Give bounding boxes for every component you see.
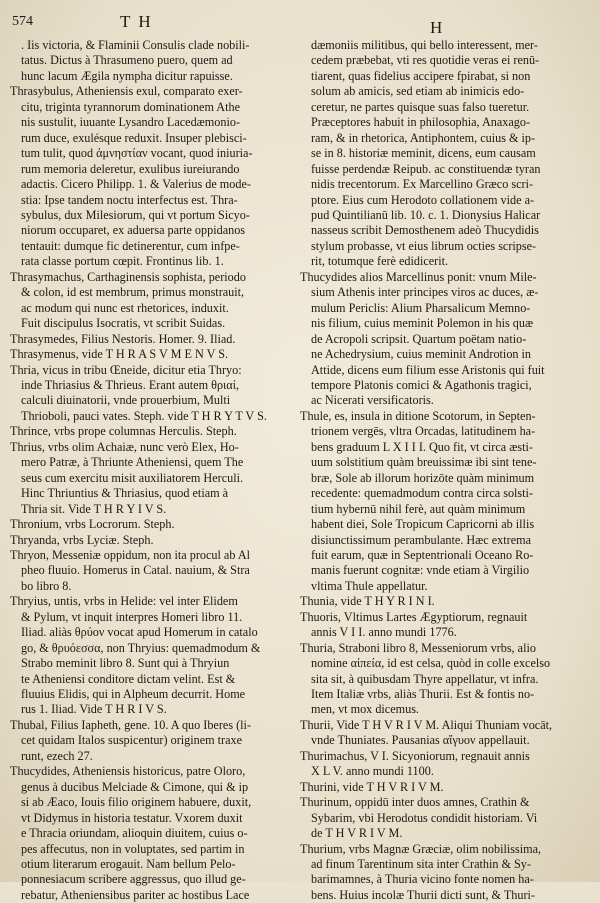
text-line: ptore. Eius cum Herodoto collationem vide a- [311,192,535,207]
text-line: hunc lacum Ægila nympha dicitur rapuisse. [21,68,233,83]
text-line: Thrioboli, pauci vates. Steph. vide T H R Y T V S. [21,408,267,423]
text-line: rit, totumque ferè edidicerit. [311,254,449,269]
text-line: Thule, es, insula in ditione Scotorum, in Septen- [300,408,536,423]
text-line: go, & θρυόεσσα, non Thryius: quemadmodum & [21,640,261,655]
text-line: genus à ducibus Melciade & Cimone, qui & ip [21,779,249,794]
text-line: Thubal, Filius Iapheth, gene. 10. A quo Iberes (li- [10,717,251,732]
text-line: Strabo meminit libro 8. Sunt qui à Thryiun [21,656,230,671]
text-line: de T H V R I V M. [311,826,403,841]
text-line: Iliad. aliàs θρύον vocat apud Homerum in catalo [21,625,258,640]
text-line: X L V. anno mundi 1100. [311,764,434,779]
text-line: ceretur, ne partes quisque suas falso tueretur. [311,99,530,114]
text-line: men, vt mox dicemus. [311,702,419,717]
text-line: tiarent, quas fidelius accipere fpirabat, si non [311,68,531,83]
text-line: Hinc Thriuntius & Thriasius, quod etiam à [21,486,229,501]
text-line: tium hybernū nihil ferè, aut quàm minimum [311,501,526,516]
text-line: Thucydides, Atheniensis historicus, patre Oloro, [10,764,246,779]
text-line: habent diei, Sole Tropicum Capricorni ab illis [311,517,535,532]
text-line: solum ab amicis, sed etiam ab inimicis edo- [311,84,525,99]
text-line: Thurinum, oppidū inter duos amnes, Crathin & [300,795,530,810]
text-line: nis filium, cuius meminit Polemon in his quæ [311,316,534,331]
right-column [300,38,594,903]
text-line: rum duce, exulésque reduxit. Insuper plebisci- [21,130,247,145]
text-line: Thuoris, Vltimus Lartes Ægyptiorum, regnauit [300,609,528,624]
text-line: rata classe portum cœpit. Frontinus lib. 1. [21,254,224,269]
text-line: barimamnes, à Thuria vicino fonte nomen ha- [311,872,534,887]
text-line: Thronium, vrbs Locrorum. Steph. [10,517,175,532]
text-line: Thria, vicus in tribu Œneide, dicitur etia Thryo: [10,362,242,377]
text-line: nomine αἰπεία, id est celsa, quòd in colle excelso [311,656,551,671]
text-line: rebatur, Atheniensibus pariter ac hostibus Lace [21,887,250,902]
text-line: Thryanda, vrbs Lyciæ. Steph. [10,532,154,547]
text-line: sium Athenis inter principes viros ac duces, æ- [311,285,539,300]
text-line: sita sit, à quibusdam Thyre appellatur, vt infra. [311,671,539,686]
text-line: sybulus, dux Milesiorum, qui vt portum Sicyo- [21,207,250,222]
text-line: se in 8. historiæ meminit, dicens, eum causam [311,146,536,161]
text-line: bens graduum L X I I I. Quo fit, vt circa æsti- [311,439,533,454]
text-line: recedente: quemadmodum contra circa solsti- [311,486,533,501]
text-line: & Pylum, vt inquit interpres Homeri libro 11. [21,609,243,624]
text-line: Thryon, Messeniæ oppidum, non ita procul ab Al [10,547,251,562]
text-line: vltima Thule appellatur. [311,578,428,593]
text-line: tum tulit, quod ἀμνηστίαν vocant, quod iniuria- [21,146,253,161]
text-line: & colon, id est membrum, primus monstrauit, [21,285,245,300]
text-line: tempore Platonis comici & Agathonis tragici, [311,377,532,392]
text-line: e Thracia oriundam, alioquin diuitem, cuius o- [21,826,248,841]
text-line: ne Achedrysium, cuius meminit Androtion in [311,347,532,362]
text-line: niorum occuparet, ex aduersa parte oppidanos [21,223,246,238]
text-line: Thrince, vrbs prope columnas Herculis. Steph. [10,424,237,439]
text-line: cedem præbebat, vti res quotidie veras ei renū- [311,53,540,68]
text-line: Thurium, vrbs Magnæ Græciæ, olim nobilissima, [300,841,542,856]
text-line: bens. Huius incolæ Thurii dicti sunt, & Thuri- [311,887,535,902]
text-line: pud Quintilianū lib. 10. c. 1. Dionysius Halicar [311,207,541,222]
text-line: mero Patræ, à Thriunte Atheniensi, quem The [21,455,244,470]
text-line: Thryius, untis, vrbs in Helide: vel inter Elidem [10,594,238,609]
text-line: Thucydides alios Marcellinus ponit: vnum Mile- [300,269,537,284]
running-head-right: H [430,18,443,37]
text-line: Thrasymenus, vide T H R A S V M E N V S. [10,347,229,362]
text-line: bo libro 8. [21,578,72,593]
text-line: Fuit discipulus Isocratis, vt scribit Suidas. [21,316,226,331]
text-line: tatus. Dictus à Thrasumeno puero, quem ad [21,53,233,68]
text-line: ram, & in rhetorica, Antiphontem, cuius & ip- [311,130,536,145]
text-line: annis V I I. anno mundi 1776. [311,625,457,640]
text-line: disiunctissimum perambulante. Hæc extrema [311,532,531,547]
text-line: Thrasybulus, Atheniensis exul, comparato exer- [10,84,243,99]
text-line: nis sustulit, iuuante Lysandro Lacedæmonio- [21,115,241,130]
text-line: si ab Æaco, Iouis filio originem habuere, duxit, [21,795,252,810]
text-line: ad finum Tarentinum sita inter Crathin & Sy- [311,857,531,872]
text-line: adactis. Cicero Philipp. 1. & Valerius de mode- [21,177,251,192]
text-line: Thurini, vide T H V R I V M. [300,779,444,794]
text-line: tentauit: dumque fic detinerentur, cum infpe- [21,238,240,253]
text-line: Thria sit. Vide T H R Y I V S. [21,501,167,516]
text-line: mulum Periclis: Alium Pharsalicum Memno- [311,300,531,315]
text-line: manis fuerunt cognitæ: vnde etiam à Virgilio [311,563,530,578]
text-line: calculi diuinatorii, vnde prouerbium, Multi [21,393,231,408]
text-line: . Iis victoria, & Flaminii Consulis clade nobili- [21,38,250,52]
text-line: te Atheniensi conditore dictam velint. Est & [21,671,236,686]
text-line: Thrius, vrbs olim Achaiæ, nunc verò Elex, Ho- [10,439,239,454]
left-column [10,38,304,903]
text-line: Thunia, vide T H Y R I N I. [300,594,435,609]
text-line: otium literarum erogauit. Nam bellum Pelo- [21,857,236,872]
text-line: Præceptores habuit in philosophia, Anaxago- [311,115,530,130]
text-line: vt Didymus in historia testatur. Vxorem duxit [21,810,243,825]
text-line: ac modum qui nunc est rhetorices, induxit. [21,300,229,315]
text-line: bræ, Sole ab illorum horizōte quàm minimum [311,470,535,485]
text-line: Item Italiæ vrbs, aliàs Thurii. Est & fontis no- [311,687,535,702]
text-line: Sybarim, vbi Herodotus condidit historiam. Vi [311,810,538,825]
text-line: Thrasymachus, Carthaginensis sophista, periodo [10,269,246,284]
text-line: fuisse perdendæ Reipub. ac constituendæ tyran [311,161,541,176]
text-line: uum solstitium quàm breuissimæ ibi sint tene- [311,455,537,470]
text-line: nidis trecentorum. Ex Marcellino Græco scri- [311,177,534,192]
text-line: stia: Ipse tandem noctu interfectus est. Thra- [21,192,238,207]
text-line: Attide, dicens eum filium esse Aristonis qui fuit [311,362,545,377]
text-line: inde Thriasius & Thrieus. Erant autem θριαί, [21,377,240,392]
text-line: vnde Thuniates. Pausanias αἴγυον appellauit. [311,733,530,748]
text-line: Thurii, Vide T H V R I V M. Aliqui Thuniam vocāt, [300,717,553,732]
text-line: ponnesiacum scribere aggressus, quo illud ge- [21,872,246,887]
text-line: nasseus scribit Demosthenem adeò Thucydidis [311,223,539,238]
text-line: trionem vergēs, vltra Orcadas, latitudinem ha- [311,424,536,439]
running-header [0,10,600,37]
text-line: de Acropoli scripsit. Quartum poëtam natio- [311,331,527,346]
text-line: stylum probasse, vt eius librum octies scripse- [311,238,537,253]
text-line: rum memoria deleretur, exulibus iureiurando [21,161,240,176]
text-line: ac Nicerati versificatoris. [311,393,434,408]
text-line: fluuius Elidis, qui in Alpheum decurrit. Home [21,687,246,702]
text-line: Thuria, Straboni libro 8, Messeniorum vrbs, alio [300,640,536,655]
text-line: citu, triginta tyrannorum dominationem Athe [21,99,240,114]
page-number: 574 [12,14,33,29]
running-head-left: T H [120,12,153,31]
text-line: Thurimachus, V I. Sicyoniorum, regnauit annis [300,748,530,763]
text-line: fuit earum, quæ in Septentrionali Oceano Ro- [311,547,534,562]
text-line: Thrasymedes, Filius Nestoris. Homer. 9. Iliad. [10,331,236,346]
text-line: seus cum exercitu misit auxiliatorem Herculi. [21,470,244,485]
text-line: pes affecutus, non in voluptates, sed partim in [21,841,245,856]
text-line: pheo fluuio. Homerus in Catal. nauium, & Stra [21,563,250,578]
text-line: dæmoniis militibus, qui bello interessent, mer- [311,38,538,52]
text-line: rus 1. Iliad. Vide T H R I V S. [21,702,167,717]
text-line: cet quidam Italos suspicentur) originem traxe [21,733,242,748]
text-line: runt, ezech 27. [21,748,93,763]
